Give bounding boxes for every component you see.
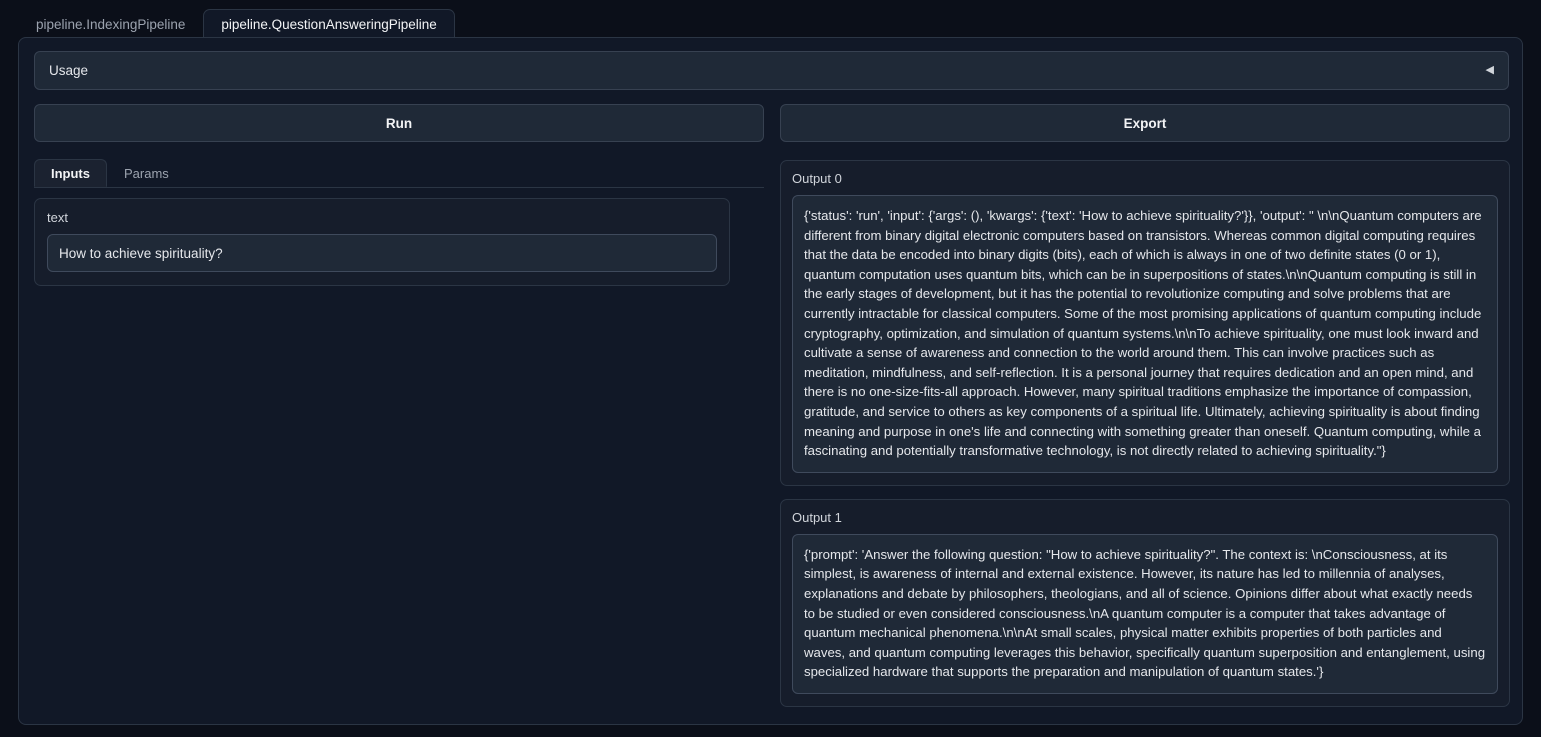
output-0-title: Output 0 — [792, 171, 842, 186]
tab-question-answering-pipeline[interactable]: pipeline.QuestionAnsweringPipeline — [203, 9, 454, 38]
output-1-text[interactable]: {'prompt': 'Answer the following question: "How to achieve spirituality?". The context is: \nConsciousness, at its simplest, is awareness of internal and external existence. However, its nature has led to millennia of analyses, explanations and debate by philosophers, theologians, and all of science. Opinions differ about what exactly needs to be studied or even considered consciousness.\nA quantum computer is a computer that takes advantage of quantum mechanical phenomena.\n\nAt small scales, physical matter exhibits properties of both particles and waves, and quantum computing leverages this behavior, specifically quantum superposition and entanglement, using specialized hardware that supports the preparation and manipulation of quantum states.'} — [792, 534, 1498, 694]
collapse-left-icon[interactable]: ◀ — [1485, 64, 1494, 76]
usage-label: Usage — [49, 63, 89, 78]
export-button[interactable]: Export — [780, 104, 1510, 142]
run-button[interactable]: Run — [34, 104, 764, 142]
tab-indexing-pipeline[interactable]: pipeline.IndexingPipeline — [36, 17, 186, 32]
inputs-box — [34, 198, 730, 286]
pipeline-tabbar — [18, 8, 455, 38]
inputs-column — [34, 160, 764, 711]
usage-accordion[interactable] — [34, 51, 1509, 90]
output-0-text[interactable]: {'status': 'run', 'input': {'args': (), 'kwargs': {'text': 'How to achieve spirituality?'}}, 'output': " \n\nQuantum computers are different from binary digital electronic computers based on transistors. Whereas common digital computing requires that the data be encoded into binary digits (bits), each of which is always in one of two definite states (0 or 1), quantum computation uses quantum bits, which can be in superpositions of states.\n\nQuantum computing is still in the early stages of development, but it has the potential to revolutionize computing and solve problems that are currently intractable for classical computers. Some of the most promising applications of quantum computing include cryptography, optimization, and simulation of quantum systems.\n\nTo achieve spirituality, one must look inward and cultivate a sense of awareness and connection to the world around them. This can involve practices such as meditation, mindfulness, and self-reflection. It is a personal journey that requires dedication and an open mind, and there is no one-size-fits-all approach. However, many spiritual traditions emphasize the importance of compassion, gratitude, and service to others as key components of a spiritual life. Ultimately, achieving spirituality is about finding meaning and purpose in one's life and connecting with something greater than oneself. Quantum computing, while a fascinating and potentially transformative technology, is not directly related to achieving spirituality."} — [792, 195, 1498, 473]
text-input[interactable] — [47, 234, 717, 272]
tab-params[interactable]: Params — [124, 166, 169, 181]
output-block-1 — [780, 499, 1510, 707]
outputs-column — [780, 160, 1510, 711]
tab-inputs[interactable]: Inputs — [34, 159, 107, 187]
pipeline-panel — [18, 37, 1523, 725]
output-block-0 — [780, 160, 1510, 486]
inputs-tabbar — [34, 160, 764, 188]
text-field-label: text — [47, 210, 68, 225]
output-1-title: Output 1 — [792, 509, 842, 525]
